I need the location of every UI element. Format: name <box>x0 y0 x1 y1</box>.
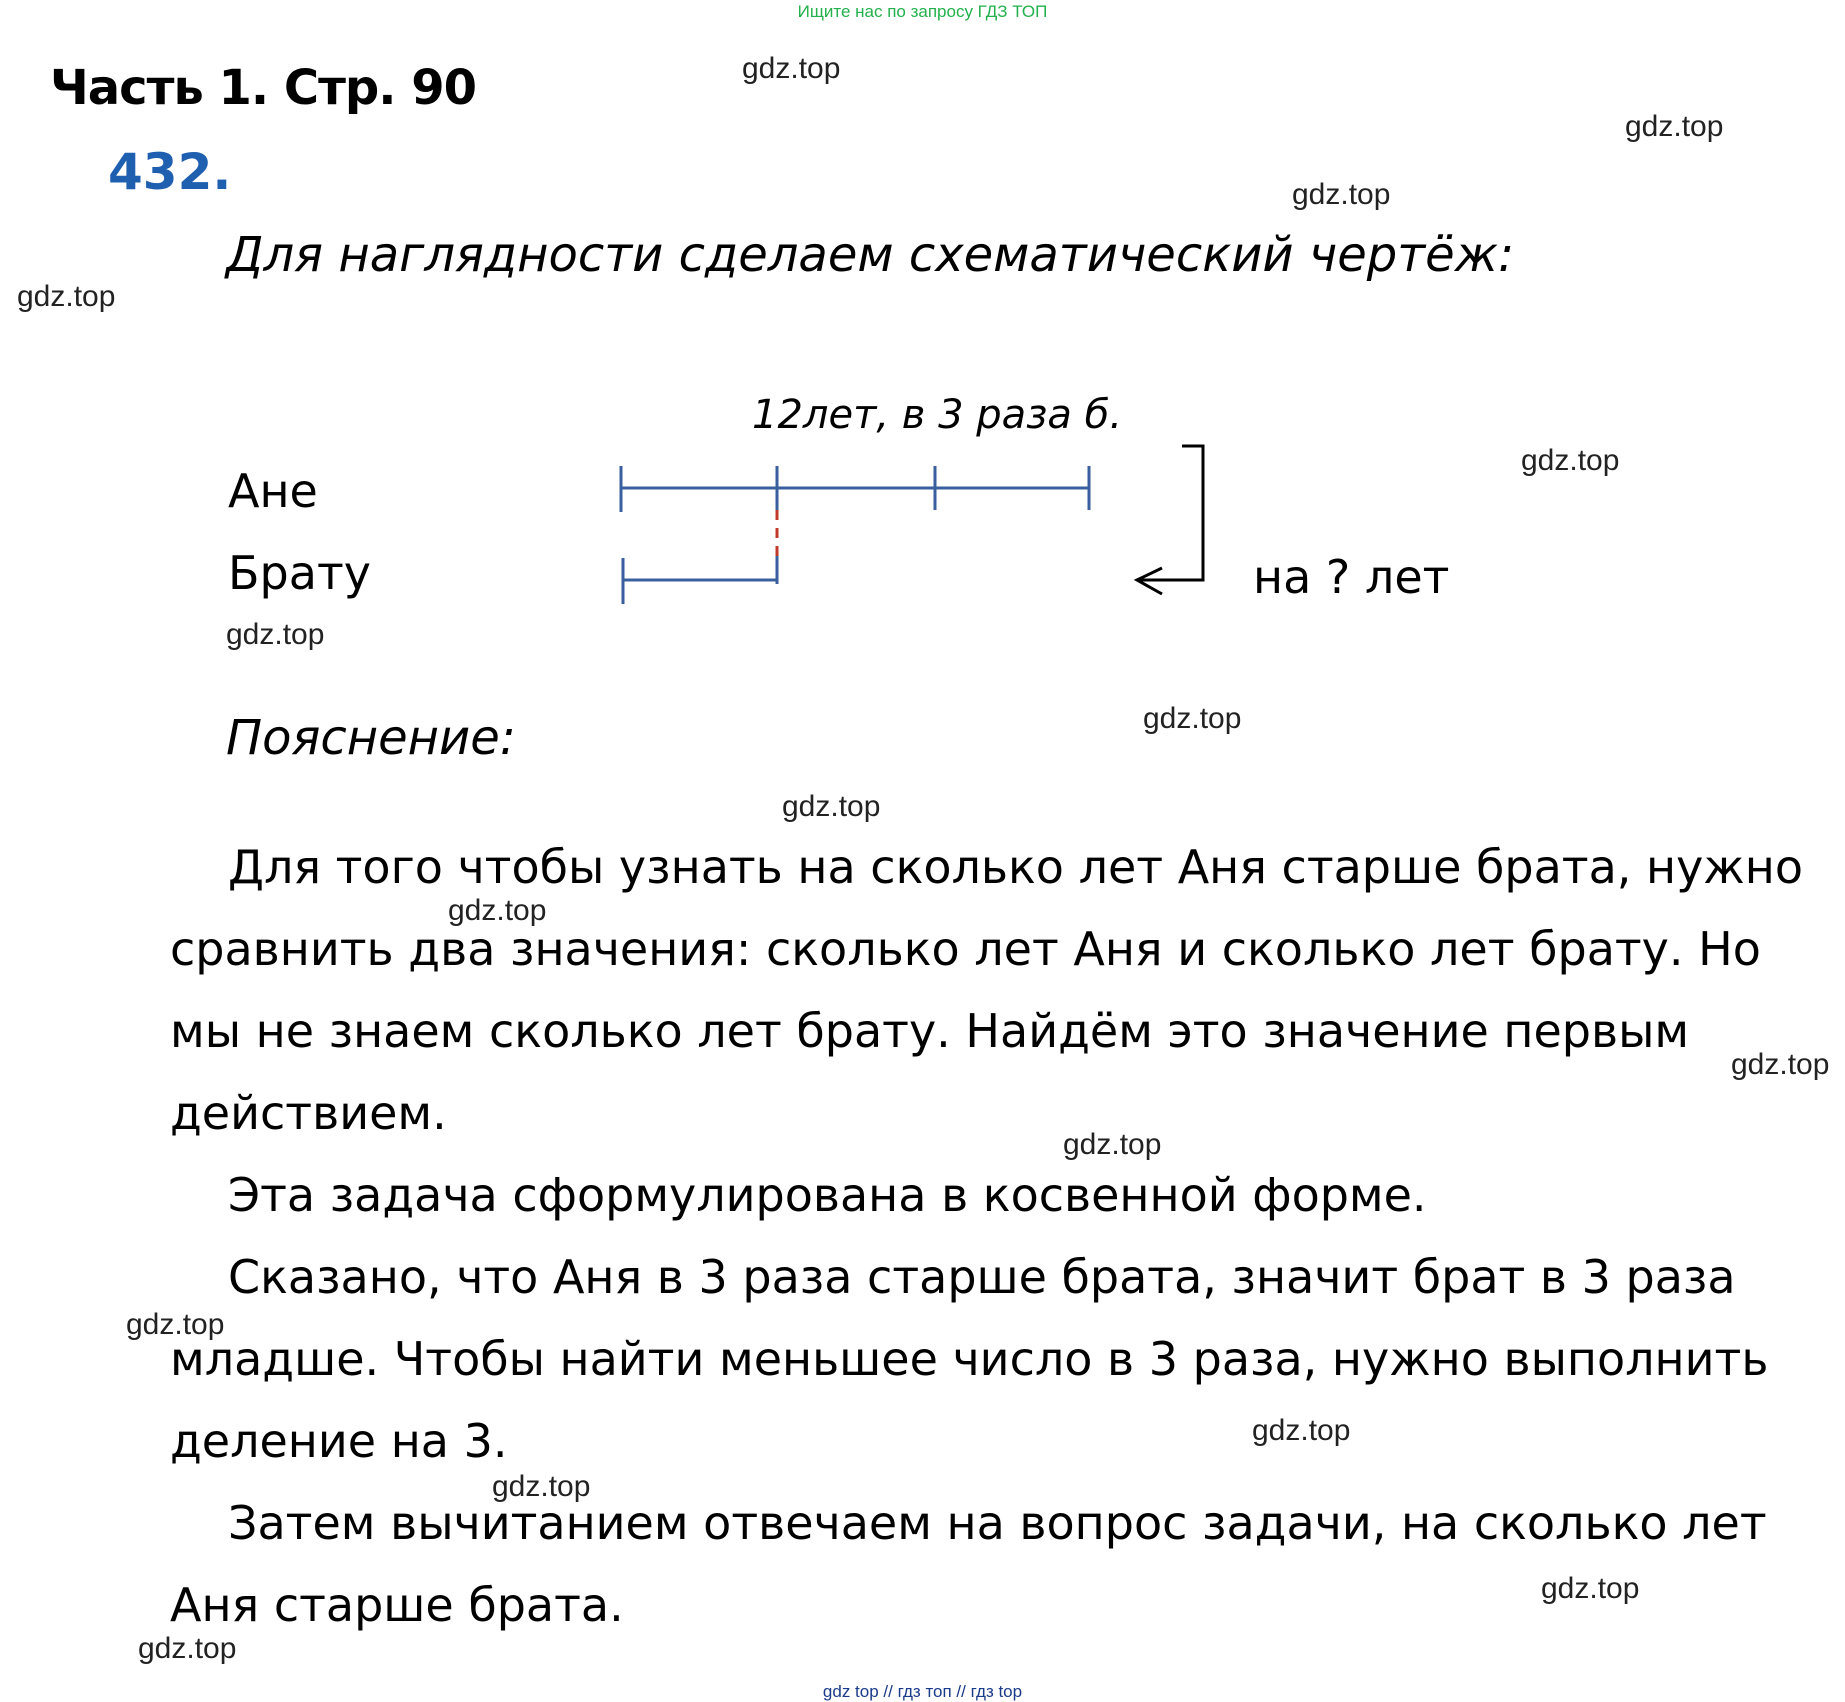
watermark: gdz.top <box>1292 178 1391 211</box>
watermark: gdz.top <box>448 894 547 927</box>
watermark: gdz.top <box>138 1632 237 1665</box>
footer-links: gdz top // гдз топ // гдз top <box>822 1682 1023 1701</box>
diagram-top-label: 12лет, в 3 раза б. <box>752 392 1123 438</box>
difference-question: на ? лет <box>1253 550 1450 604</box>
watermark: gdz.top <box>126 1308 225 1341</box>
watermark: gdz.top <box>1625 110 1724 143</box>
paragraph-line: Эта задача сформулирована в косвенной форме. <box>228 1168 1427 1222</box>
paragraph-line: Для того чтобы узнать на сколько лет Аня старше брата, нужно <box>228 840 1803 894</box>
watermark: gdz.top <box>492 1470 591 1503</box>
top-banner: Ищите нас по запросу ГДЗ ТОП <box>797 2 1048 21</box>
paragraph-line: сравнить два значения: сколько лет Аня и сколько лет брату. Но <box>170 922 1761 976</box>
watermark: gdz.top <box>742 52 841 85</box>
watermark: gdz.top <box>1252 1414 1351 1447</box>
paragraph-line: Затем вычитанием отвечаем на вопрос задачи, на сколько лет <box>228 1496 1767 1550</box>
task-number: 432. <box>108 143 232 201</box>
row-label-anya: Ане <box>228 464 318 518</box>
paragraph-line: Аня старше брата. <box>170 1578 624 1632</box>
watermark: gdz.top <box>782 790 881 823</box>
brother-segment <box>623 556 777 604</box>
paragraph-line: Сказано, что Аня в 3 раза старше брата, значит брат в 3 раза <box>228 1250 1736 1304</box>
paragraph-line: действием. <box>170 1086 447 1140</box>
watermark: gdz.top <box>1521 444 1620 477</box>
watermark: gdz.top <box>1731 1048 1830 1081</box>
paragraph-line: мы не знаем сколько лет брату. Найдём это значение первым <box>170 1004 1690 1058</box>
watermark: gdz.top <box>1541 1572 1640 1605</box>
watermark: gdz.top <box>17 280 116 313</box>
explanation-title: Пояснение: <box>226 710 516 766</box>
watermark: gdz.top <box>1143 702 1242 735</box>
page-title: Часть 1. Стр. 90 <box>50 60 477 116</box>
row-label-brother: Брату <box>228 546 371 600</box>
anya-segment <box>621 466 1089 512</box>
paragraph-line: младше. Чтобы найти меньшее число в 3 раза, нужно выполнить <box>170 1332 1769 1386</box>
segment-diagram <box>0 0 1845 700</box>
difference-arrow <box>1137 446 1203 594</box>
paragraph-line: деление на 3. <box>170 1414 508 1468</box>
watermark: gdz.top <box>226 618 325 651</box>
watermark: gdz.top <box>1063 1128 1162 1161</box>
intro-text: Для наглядности сделаем схематический чертёж: <box>226 227 1515 283</box>
